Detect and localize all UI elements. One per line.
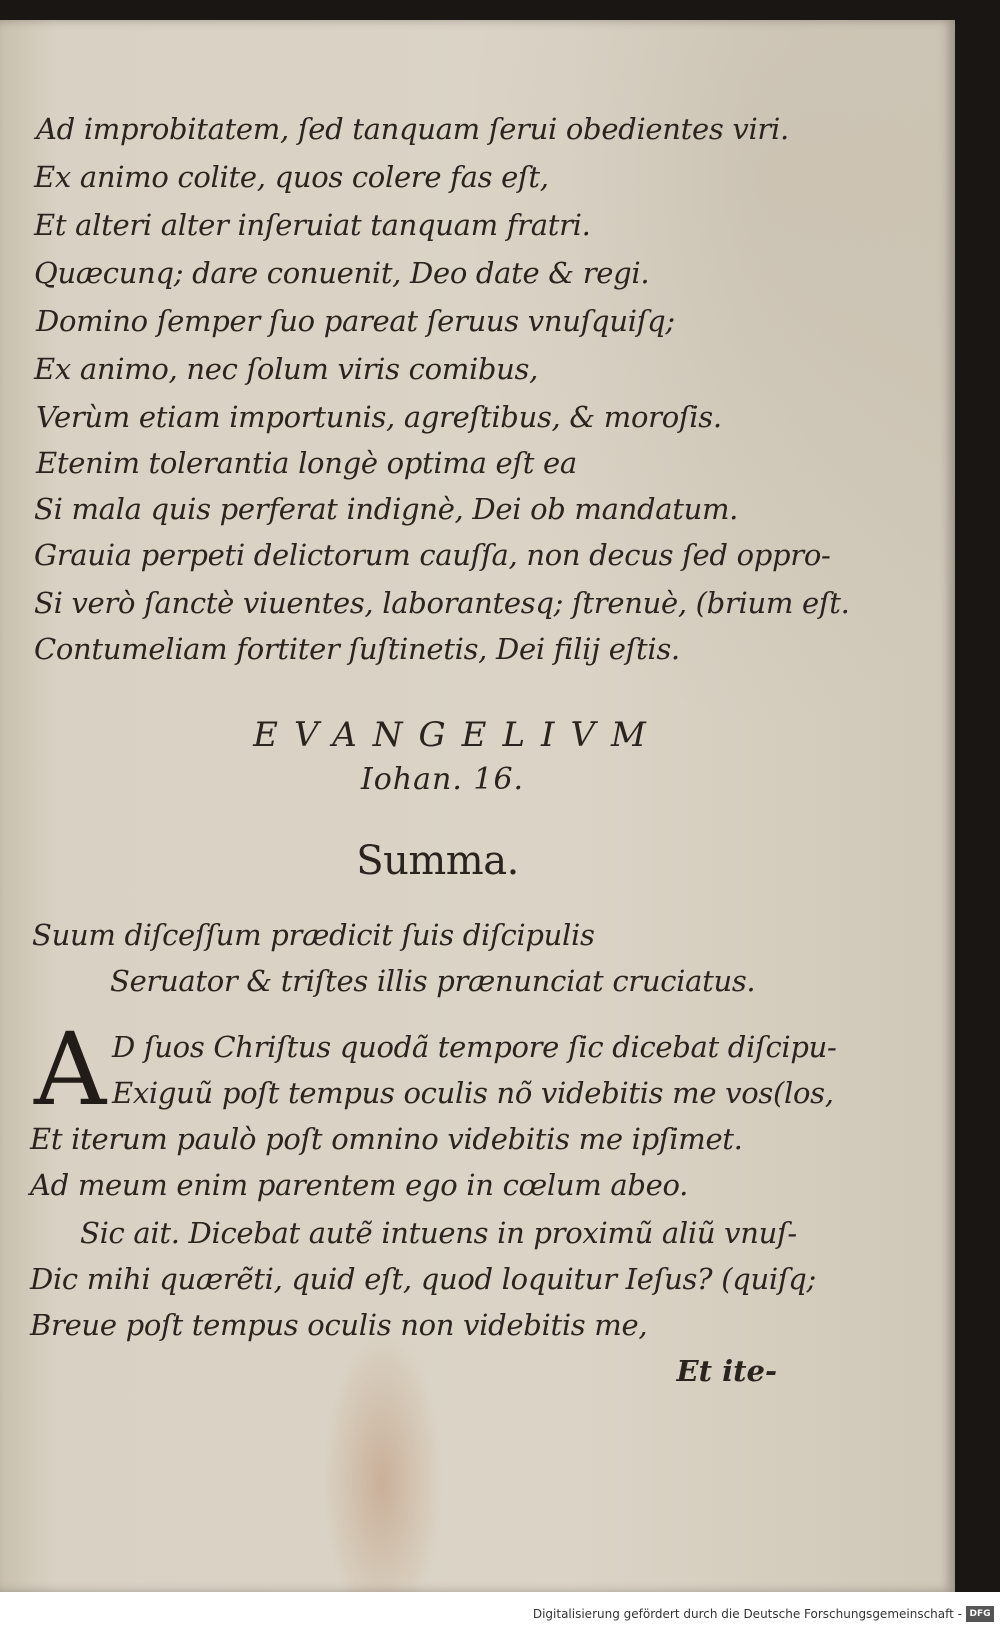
- verse-line-8: Etenim tolerantia longè optima eſt ea: [36, 446, 577, 480]
- verse-line-11: Si verò ſanctè viuentes, laborantesq; ſtrenuè, (brium eſt.: [34, 586, 850, 620]
- body-line-2: Exiguũ poſt tempus oculis nõ videbitis me vos(los,: [112, 1076, 834, 1110]
- summa-line-2: Seruator & triſtes illis prænunciat cruciatus.: [110, 964, 756, 998]
- catchword: Et ite-: [676, 1354, 777, 1388]
- dfg-logo-icon: DFG: [966, 1606, 994, 1622]
- body-line-6: Dic mihi quærẽti, quid eſt, quod loquitur Ieſus? (quiſq;: [30, 1262, 817, 1296]
- summa-line-1: Suum diſceſſum prædicit ſuis diſcipulis: [32, 918, 595, 952]
- verse-line-4: Quæcunq; dare conuenit, Deo date & regi.: [34, 256, 650, 290]
- digitization-footer: [0, 1592, 1000, 1629]
- gospel-title: EVANGELIVM: [253, 715, 662, 755]
- verse-line-7: Verùm etiam importunis, agreſtibus, & moroſis.: [36, 400, 722, 434]
- verse-line-10: Grauia perpeti delictorum cauſſa, non decus ſed oppro-: [34, 538, 831, 572]
- body-line-4: Ad meum enim parentem ego in cœlum abeo.: [30, 1168, 689, 1202]
- body-line-5: Sic ait. Dicebat autẽ intuens in proximũ aliũ vnuſ-: [80, 1216, 797, 1250]
- verse-line-6: Ex animo, nec ſolum viris comibus,: [34, 352, 539, 386]
- book-page: [0, 20, 955, 1592]
- gospel-reference: Iohan. 16.: [360, 762, 525, 797]
- body-line-3: Et iterum paulò poſt omnino videbitis me ipſimet.: [30, 1122, 743, 1156]
- verse-line-1: Ad improbitatem, ſed tanquam ſerui obedientes viri.: [36, 112, 789, 146]
- verse-line-2: Ex animo colite, quos colere fas eſt,: [34, 160, 549, 194]
- verse-line-9: Si mala quis perferat indignè, Dei ob mandatum.: [34, 492, 739, 526]
- body-line-7: Breue poſt tempus oculis non videbitis me,: [30, 1308, 648, 1342]
- body-line-1: D ſuos Chriſtus quodã tempore ſic dicebat diſcipu-: [112, 1030, 837, 1064]
- verse-line-5: Domino ſemper ſuo pareat ſeruus vnuſquiſq;: [36, 304, 675, 338]
- summa-heading: Summa.: [356, 838, 519, 884]
- dropcap-letter: A: [34, 1011, 107, 1128]
- footer-credit-text: Digitalisierung gefördert durch die Deutsche Forschungsgemeinschaft -: [532, 1607, 962, 1621]
- verse-line-3: Et alteri alter inſeruiat tanquam fratri.: [34, 208, 591, 242]
- verse-line-12: Contumeliam fortiter ſuſtinetis, Dei filij eſtis.: [34, 632, 680, 666]
